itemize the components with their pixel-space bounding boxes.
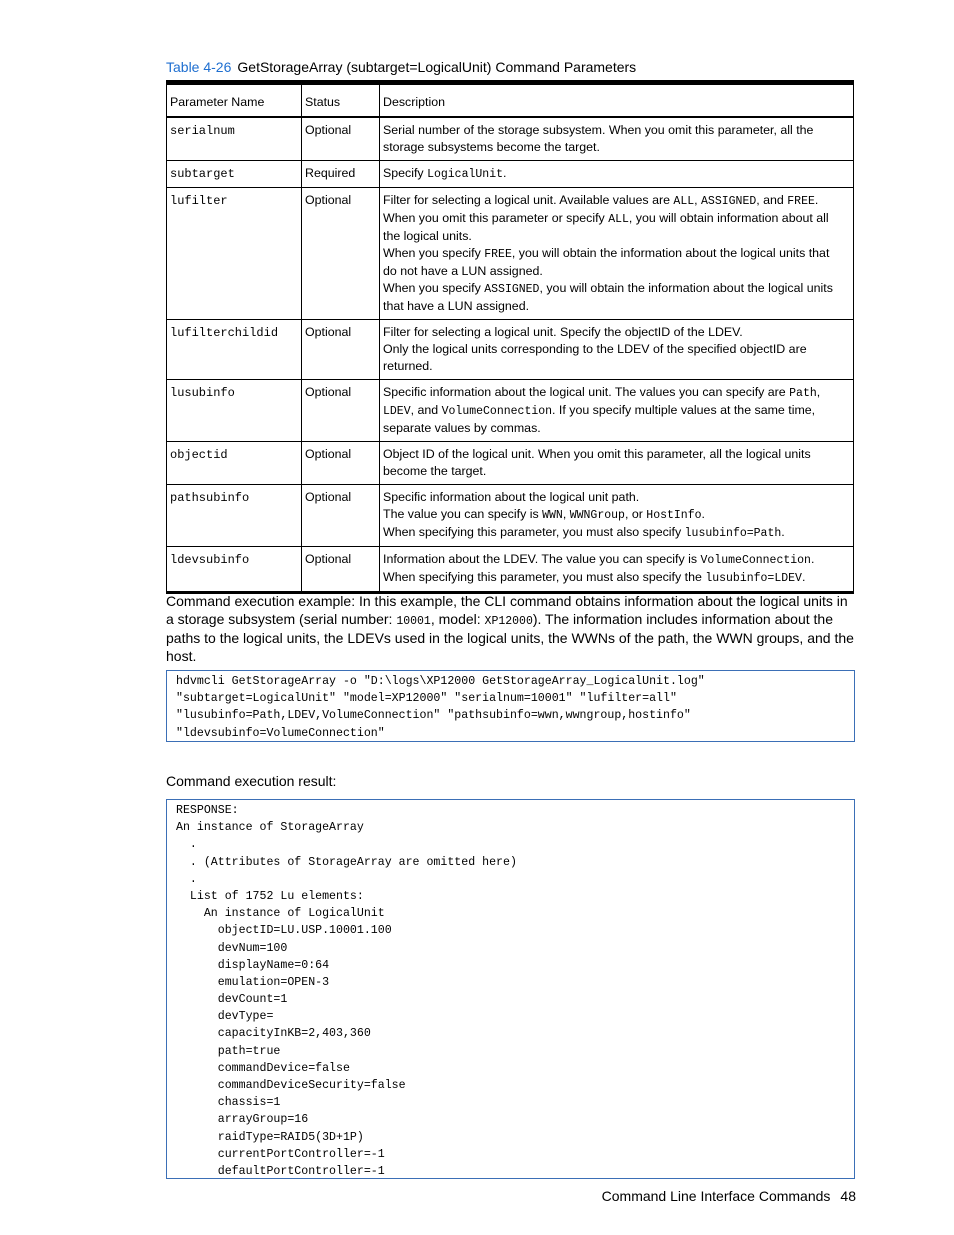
- text-run: When you specify: [383, 246, 485, 260]
- inline-code: ALL: [608, 213, 629, 226]
- description-cell: [380, 161, 854, 188]
- result-line: commandDevice=false: [176, 1061, 350, 1075]
- parameter-name-cell: serialnum: [167, 117, 302, 161]
- inline-code: FREE: [484, 248, 512, 261]
- footer-section-title: Command Line Interface Commands: [601, 1188, 831, 1204]
- result-line: defaultPortController=-1: [176, 1164, 385, 1178]
- description-line: [383, 358, 850, 375]
- inline-code: XP12000: [484, 614, 533, 628]
- text-run: Filter for selecting a logical unit. Available values are: [383, 193, 674, 207]
- inline-code: ASSIGNED: [701, 195, 757, 208]
- text-run: that have a LUN assigned.: [383, 299, 530, 313]
- table-title: GetStorageArray (subtarget=LogicalUnit) Command Parameters: [237, 59, 637, 75]
- table-row: [167, 380, 854, 442]
- description-line: [383, 245, 850, 263]
- status-cell: Required: [302, 161, 380, 188]
- command-line: "subtarget=LogicalUnit" "model=XP12000" "serialnum=10001" "lufilter=all": [176, 692, 677, 706]
- command-line: "lusubinfo=Path,LDEV,VolumeConnection" "pathsubinfo=wwn,wwngroup,hostinfo": [176, 709, 691, 723]
- result-label: Command execution result:: [166, 773, 337, 789]
- command-result-box: [166, 799, 855, 1179]
- text-run: .: [814, 193, 819, 207]
- parameter-name-cell: lufilter: [167, 188, 302, 320]
- text-run: the logical units.: [383, 229, 472, 243]
- description-line: [383, 420, 850, 437]
- description-line: [383, 569, 850, 587]
- result-line: emulation=OPEN-3: [176, 975, 330, 989]
- description-line: [383, 228, 850, 245]
- description-line: [383, 463, 850, 480]
- text-run: Specific information about the logical unit. The values you can specify are: [383, 385, 790, 399]
- description-line: [383, 263, 850, 280]
- status-cell: Optional: [302, 442, 380, 485]
- description-line: [383, 524, 850, 542]
- parameters-table: [166, 80, 854, 594]
- inline-code: LDEV: [383, 405, 411, 418]
- inline-code: VolumeConnection: [700, 554, 811, 567]
- text-run: When you omit this parameter or specify: [383, 211, 609, 225]
- result-line: List of 1752 Lu elements:: [176, 889, 364, 903]
- description-cell: [380, 485, 854, 547]
- result-line: devNum=100: [176, 941, 288, 955]
- parameter-name-cell: subtarget: [167, 161, 302, 188]
- table-row: [167, 320, 854, 380]
- result-line: chassis=1: [176, 1096, 281, 1110]
- result-line: An instance of LogicalUnit: [176, 907, 385, 921]
- inline-code: 10001: [396, 614, 431, 628]
- description-line: [383, 551, 850, 569]
- text-run: do not have a LUN assigned.: [383, 264, 543, 278]
- inline-code: Path: [789, 387, 817, 400]
- description-line: [383, 165, 850, 183]
- status-cell: Optional: [302, 320, 380, 380]
- text-run: separate values by commas.: [383, 421, 541, 435]
- inline-code: FREE: [787, 195, 815, 208]
- text-run: .: [810, 552, 815, 566]
- description-line: [383, 122, 850, 139]
- text-run: , you will obtain the information about the logical units that: [511, 246, 830, 260]
- text-run: Information about the LDEV. The value you can specify is: [383, 552, 701, 566]
- result-line: displayName=0:64: [176, 958, 330, 972]
- parameter-name-cell: lusubinfo: [167, 380, 302, 442]
- example-paragraph: [166, 593, 858, 665]
- table-row: [167, 188, 854, 320]
- description-cell: [380, 320, 854, 380]
- text-run: ,: [562, 507, 570, 521]
- text-run: ). The information includes information about the paths to the logical units, the LDEVs used in the logical units, the WWNs of the path, the WWN groups, and the host.: [166, 610, 854, 664]
- result-line: capacityInKB=2,403,360: [176, 1027, 371, 1041]
- page-footer: [602, 1188, 856, 1204]
- parameter-name-cell: pathsubinfo: [167, 485, 302, 547]
- text-run: , model:: [430, 610, 485, 627]
- description-line: [383, 139, 850, 156]
- text-run: . If you specify multiple values at the same time,: [552, 403, 816, 417]
- command-line: hdvmcli GetStorageArray -o "D:\logs\XP12000 GetStorageArray_LogicalUnit.log": [176, 675, 705, 688]
- table-row: [167, 442, 854, 485]
- result-line: RESPONSE:: [176, 804, 239, 817]
- text-run: ,: [816, 385, 821, 399]
- result-line: . (Attributes of StorageArray are omitted here): [176, 855, 517, 869]
- inline-code: WWNGroup: [569, 509, 625, 522]
- text-run: The value you can specify is: [383, 507, 543, 521]
- description-line: [383, 210, 850, 228]
- text-run: Serial number of the storage subsystem. When you omit this parameter, all the: [383, 123, 814, 137]
- status-cell: Optional: [302, 380, 380, 442]
- status-cell: Optional: [302, 547, 380, 593]
- result-line: An instance of StorageArray: [176, 821, 364, 835]
- text-run: , you will obtain the information about the logical units: [539, 281, 833, 295]
- text-run: storage subsystems become the target.: [383, 140, 600, 154]
- text-run: .: [701, 507, 705, 521]
- result-line: devCount=1: [176, 993, 288, 1007]
- description-line: [383, 384, 850, 402]
- header-description: Description: [380, 83, 854, 118]
- table-row: [167, 485, 854, 547]
- inline-code: ASSIGNED: [484, 283, 540, 296]
- table-row: [167, 161, 854, 188]
- description-line: [383, 298, 850, 315]
- result-line: commandDeviceSecurity=false: [176, 1079, 406, 1092]
- text-run: returned.: [383, 359, 433, 373]
- description-line: [383, 280, 850, 298]
- text-run: Specific information about the logical unit path.: [383, 490, 640, 504]
- text-run: , you will obtain information about all: [628, 211, 829, 225]
- inline-code: lusubinfo=Path: [684, 527, 782, 540]
- result-line: devType=: [176, 1010, 274, 1024]
- inline-code: HostInfo: [646, 509, 702, 522]
- parameter-name-cell: ldevsubinfo: [167, 547, 302, 593]
- table-row: [167, 547, 854, 593]
- text-run: .: [801, 570, 806, 584]
- inline-code: WWN: [542, 509, 563, 522]
- status-cell: Optional: [302, 485, 380, 547]
- text-run: , and: [410, 403, 442, 417]
- inline-code: VolumeConnection: [441, 405, 553, 418]
- description-line: [383, 192, 850, 210]
- text-run: .: [503, 166, 507, 180]
- text-run: become the target.: [383, 464, 487, 478]
- description-line: [383, 446, 850, 463]
- text-run: ,: [694, 193, 702, 207]
- table-number: Table 4-26: [166, 59, 232, 75]
- status-cell: Optional: [302, 188, 380, 320]
- header-parameter-name: Parameter Name: [167, 83, 302, 118]
- text-run: Only the logical units corresponding to the LDEV of the specified objectID are: [383, 342, 807, 356]
- result-line: .: [176, 872, 197, 886]
- parameter-name-cell: objectid: [167, 442, 302, 485]
- status-cell: Optional: [302, 117, 380, 161]
- description-line: [383, 402, 850, 420]
- inline-code: ALL: [673, 195, 695, 208]
- result-line: path=true: [176, 1044, 281, 1058]
- result-line: raidType=RAID5(3D+1P): [176, 1130, 364, 1144]
- description-cell: [380, 547, 854, 593]
- description-line: [383, 489, 850, 506]
- description-cell: [380, 117, 854, 161]
- text-run: When you specify: [383, 281, 485, 295]
- command-line: "ldevsubinfo=VolumeConnection": [176, 726, 385, 740]
- result-line: arrayGroup=16: [176, 1113, 309, 1127]
- text-run: When specifying this parameter, you must also specify the: [383, 570, 706, 584]
- description-line: [383, 341, 850, 358]
- text-run: Filter for selecting a logical unit. Specify the objectID of the LDEV.: [383, 325, 743, 339]
- header-status: Status: [302, 83, 380, 118]
- inline-code: lusubinfo=LDEV: [705, 572, 802, 585]
- text-run: Specify: [383, 166, 428, 180]
- inline-code: LogicalUnit: [427, 168, 503, 181]
- result-line: objectID=LU.USP.10001.100: [176, 924, 392, 938]
- description-cell: [380, 442, 854, 485]
- text-run: When specifying this parameter, you must also specify: [383, 525, 685, 539]
- text-run: , and: [756, 193, 788, 207]
- text-run: Command execution example: In this example, the CLI command obtains information about the logical units in a storage subsystem (serial number:: [166, 593, 848, 627]
- result-line: currentPortController=-1: [176, 1147, 385, 1161]
- table-header-row: [167, 83, 854, 118]
- result-line: .: [176, 838, 197, 852]
- text-run: Object ID of the logical unit. When you omit this parameter, all the logical units: [383, 447, 811, 461]
- text-run: , or: [624, 507, 647, 521]
- description-cell: [380, 188, 854, 320]
- table-caption: [166, 59, 636, 75]
- command-example-box: [166, 670, 855, 742]
- description-line: [383, 506, 850, 524]
- text-run: .: [781, 525, 785, 539]
- description-cell: [380, 380, 854, 442]
- parameter-name-cell: lufilterchildid: [167, 320, 302, 380]
- page-number: 48: [840, 1188, 856, 1204]
- description-line: [383, 324, 850, 341]
- table-row: [167, 117, 854, 161]
